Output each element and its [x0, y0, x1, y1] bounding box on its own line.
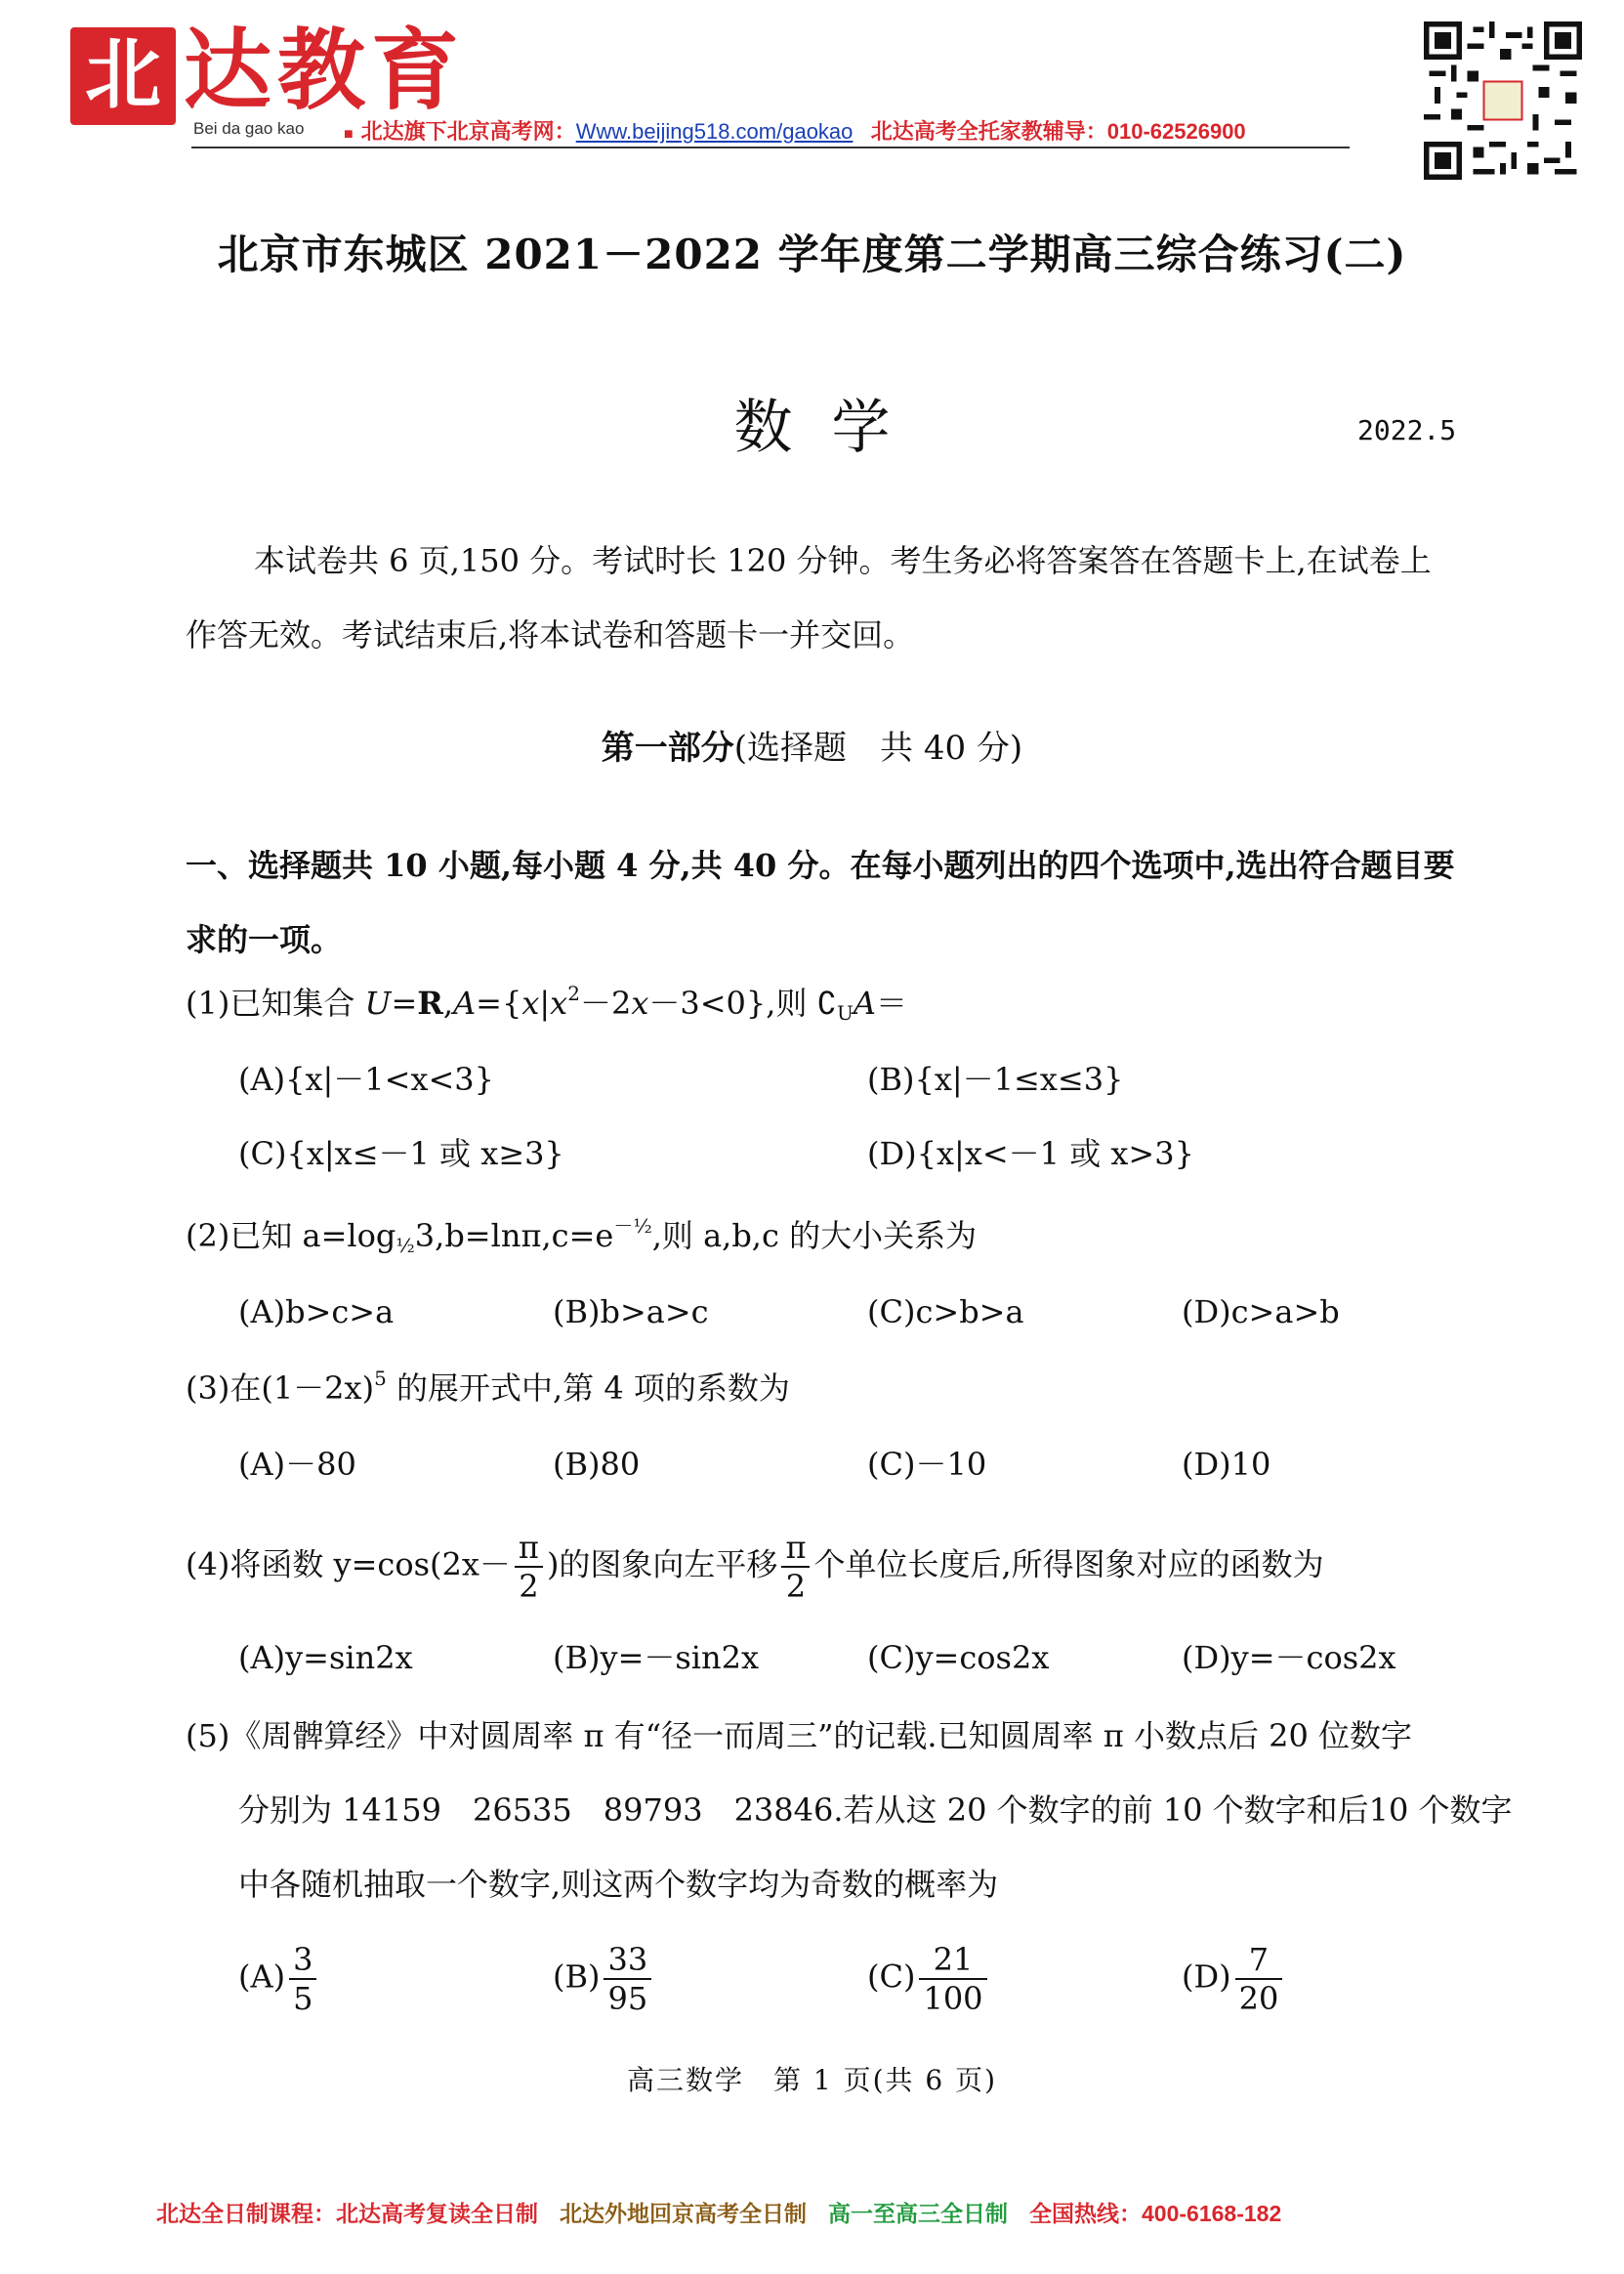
qr-code-icon: [1424, 21, 1582, 180]
q1-sub: U: [836, 1001, 854, 1025]
q5-option-d: [1182, 1941, 1286, 2017]
q1-text: (1)已知集合: [186, 985, 365, 1022]
q2-text: (2)已知 a=log: [186, 1217, 396, 1254]
q5-option-b: [553, 1941, 655, 2017]
section-one-instructions: 一、选择题共 10 小题,每小题 4 分,共 40 分。在每小题列出的四个选项中,选出符合题目要求的一项。: [186, 847, 1455, 958]
q3-text: (3)在(1－2x): [186, 1369, 375, 1407]
logo-mark: [70, 27, 176, 125]
q2-option-b: (B)b>a>c: [553, 1293, 709, 1330]
q2-text: 3,b=lnπ,c=e: [414, 1217, 614, 1254]
q2-sub: ½: [396, 1234, 415, 1257]
q1-var: x: [631, 985, 649, 1022]
q1-text: ,: [442, 985, 454, 1022]
question-3-stem: [186, 1364, 790, 1412]
q1-text: －2: [579, 985, 632, 1022]
q4-text: (4)将函数 y=cos(2x－: [186, 1545, 511, 1583]
option-label: (A): [238, 1958, 286, 1996]
fraction-denominator: 2: [785, 1568, 807, 1605]
fraction-numerator: π: [781, 1532, 810, 1568]
q1-var: x: [521, 985, 540, 1022]
q1-option-c: (C){x|x≤－1 或 x≥3}: [238, 1135, 564, 1172]
site-link[interactable]: Www.beijing518.com/gaokao: [575, 119, 854, 144]
fraction-denominator: 95: [607, 1980, 648, 2017]
bottom-ad-bar: [156, 2196, 1303, 2228]
header-divider: [191, 147, 1350, 148]
q4-text: )的图象向左平移: [546, 1545, 778, 1583]
fraction-numerator: 33: [604, 1944, 651, 1980]
q1-var: x: [550, 985, 568, 1022]
q3-exp: 5: [374, 1367, 387, 1390]
option-label: (D): [1182, 1958, 1231, 1996]
q4-option-b: (B)y=－sin2x: [553, 1639, 760, 1676]
exam-date: 2022.5: [1357, 414, 1457, 446]
q5-option-a: [238, 1941, 320, 2017]
course-item-2: 北达外地回京高考全日制: [560, 2201, 807, 2226]
q2-option-c: (C)c>b>a: [867, 1293, 1024, 1330]
q4-option-c: (C)y=cos2x: [867, 1639, 1050, 1676]
logo-glyph: 北: [84, 30, 161, 119]
q2-exp: －½: [613, 1214, 652, 1238]
exam-instructions: 本试卷共 6 页,150 分。考试时长 120 分钟。考生务必将答案答在答题卡上,在试卷上作答无效。考试结束后,将本试卷和答题卡一并交回。: [186, 542, 1432, 653]
page-number-footer: 高三数学 第 1 页(共 6 页): [626, 2064, 998, 2096]
q4-option-a: (A)y=sin2x: [238, 1639, 413, 1676]
subject-heading: 数学: [733, 394, 930, 462]
option-fraction: [289, 1941, 316, 2017]
course-item-1: 北达高考复读全日制: [336, 2201, 538, 2226]
logo-pinyin: Bei da gao kao: [193, 119, 305, 138]
q1-option-d: (D){x|x<－1 或 x>3}: [867, 1135, 1194, 1172]
q1-text: ＝: [875, 985, 907, 1022]
q3-option-b: (B)80: [553, 1446, 641, 1483]
q1-real-set: R: [417, 985, 443, 1022]
q1-option-a: (A){x|－1<x<3}: [238, 1061, 495, 1098]
part-one-title: 第一部分: [601, 729, 734, 768]
square-bullet-icon: ■: [344, 126, 354, 143]
q3-option-a: (A)－80: [238, 1446, 356, 1483]
question-5-line-3: 中各随机抽取一个数字,则这两个数字均为奇数的概率为: [238, 1866, 999, 1903]
option-label: (C): [867, 1958, 916, 1996]
q1-var: A: [853, 985, 876, 1022]
q1-text: －3<0},则 ∁: [648, 985, 837, 1022]
q2-option-d: (D)c>a>b: [1182, 1293, 1340, 1330]
option-fraction: [1235, 1941, 1283, 2017]
q3-text: 的展开式中,第 4 项的系数为: [386, 1369, 790, 1407]
question-5-line-1: (5)《周髀算经》中对圆周率 π 有“径一而周三”的记载.已知圆周率 π 小数点后 20 位数字: [186, 1717, 1413, 1754]
fraction-denominator: 100: [923, 1980, 983, 2017]
part-one-note: (选择题 共 40 分): [733, 729, 1023, 768]
option-fraction: [604, 1941, 651, 2017]
q2-option-a: (A)b>c>a: [238, 1293, 395, 1330]
pi-over-2-fraction: [515, 1529, 543, 1605]
part-one-heading: [0, 721, 1624, 769]
q4-text: 个单位长度后,所得图象对应的函数为: [813, 1545, 1324, 1583]
hotline: 全国热线：400-6168-182: [1029, 2201, 1282, 2226]
q3-option-d: (D)10: [1182, 1446, 1271, 1483]
q1-text: ={: [476, 985, 522, 1022]
option-label: (B): [553, 1958, 601, 1996]
q1-exp: 2: [567, 982, 580, 1005]
question-2-stem: [186, 1211, 977, 1260]
q3-option-c: (C)－10: [867, 1446, 987, 1483]
question-5-line-2: 分别为 14159 26535 89793 23846.若从这 20 个数字的前 10 个数字和后10 个数字: [238, 1791, 1513, 1829]
site-label: 北达旗下北京高考网：: [360, 119, 576, 144]
q4-option-d: (D)y=－cos2x: [1182, 1639, 1396, 1676]
question-1-stem: [186, 979, 907, 1028]
logo-text: 达教育: [184, 19, 465, 122]
option-fraction: [919, 1941, 986, 2017]
question-4-stem: [186, 1529, 1324, 1605]
pi-over-2-fraction: [781, 1529, 810, 1605]
q1-var: U: [364, 985, 392, 1022]
fraction-numerator: 21: [919, 1944, 986, 1980]
q1-var: A: [453, 985, 477, 1022]
q2-text: ,则 a,b,c 的大小关系为: [651, 1217, 978, 1254]
fraction-numerator: π: [515, 1532, 543, 1568]
fraction-denominator: 20: [1238, 1980, 1279, 2017]
tutor-label: 北达高考全托家教辅导：010-62526900: [870, 119, 1246, 144]
fraction-denominator: 2: [519, 1568, 539, 1605]
q1-option-b: (B){x|－1≤x≤3}: [867, 1061, 1124, 1098]
fraction-denominator: 5: [293, 1980, 313, 2017]
fraction-numerator: 7: [1235, 1944, 1283, 1980]
q1-text: =: [391, 985, 418, 1022]
exam-title: 北京市东城区 2021－2022 学年度第二学期高三综合练习(二): [217, 231, 1407, 278]
q5-option-c: [867, 1941, 991, 2017]
header-info: [344, 115, 1246, 146]
courses-label: 北达全日制课程：: [156, 2201, 336, 2226]
course-item-3: 高一至高三全日制: [828, 2201, 1008, 2226]
q1-text: |: [539, 985, 551, 1022]
fraction-numerator: 3: [289, 1944, 316, 1980]
